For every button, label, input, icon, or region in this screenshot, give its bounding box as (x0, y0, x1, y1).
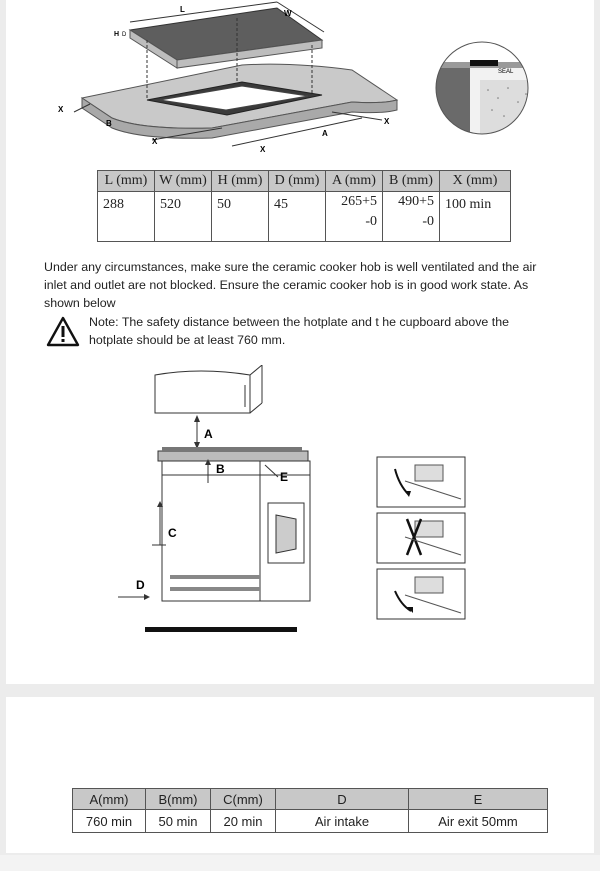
header-b: B (mm) (383, 171, 440, 192)
header-d: D (276, 789, 409, 810)
table-row (98, 192, 511, 242)
cell-b: 50 min (146, 810, 211, 833)
header-a: A (mm) (326, 171, 383, 192)
label-x-left: X (58, 105, 64, 114)
warning-icon (46, 316, 80, 348)
label-b: B (106, 119, 112, 128)
page-gap (0, 855, 600, 871)
ventilation-paragraph: Under any circumstances, make sure the ceramic cooker hob is well ventilated and the air inlet and outlet are not blocked. Ensure the ceramic cooker hob is in good work state. As shown below (44, 260, 537, 310)
installation-clearance-diagram (100, 365, 340, 640)
header-d: D (mm) (269, 171, 326, 192)
install-label-a: A (204, 427, 213, 441)
label-x-right: X (384, 117, 390, 126)
cell-d: 45 (269, 192, 326, 242)
vent-example-2 (377, 513, 465, 563)
cell-l: 288 (98, 192, 155, 242)
header-b: B(mm) (146, 789, 211, 810)
cell-h: 50 (212, 192, 269, 242)
label-l: L (180, 5, 185, 14)
cell-x: 100 min (440, 192, 511, 242)
vent-example-3 (377, 569, 465, 619)
table-header-row (98, 171, 511, 192)
cell-a: 265+5 -0 (326, 192, 383, 242)
safety-note: Note: The safety distance between the hotplate and t he cupboard above the hotplate should be at least 760 mm. (89, 315, 509, 347)
label-d: D (122, 32, 127, 38)
header-a: A(mm) (73, 789, 146, 810)
cell-a: 760 min (73, 810, 146, 833)
install-label-d: D (136, 578, 145, 592)
vent-example-1 (377, 457, 465, 507)
install-label-e: E (280, 470, 289, 484)
cell-w: 520 (155, 192, 212, 242)
cell-c: 20 min (211, 810, 276, 833)
table-row (73, 810, 548, 833)
install-label-c: C (168, 526, 177, 540)
clearance-header-row (73, 789, 548, 810)
header-w: W (mm) (155, 171, 212, 192)
label-x-bottom: X (260, 145, 266, 154)
cell-b: 490+5 -0 (383, 192, 440, 242)
cell-e: Air exit 50mm (409, 810, 548, 833)
header-l: L (mm) (98, 171, 155, 192)
clearance-table (72, 788, 548, 833)
label-h: H (114, 31, 120, 38)
header-h: H (mm) (212, 171, 269, 192)
seal-detail-diagram (428, 40, 536, 136)
hob-cutout-diagram (52, 0, 412, 160)
label-x-front: X (152, 137, 158, 146)
install-label-b: B (216, 462, 225, 476)
seal-label: SEAL (498, 69, 514, 75)
vent-examples-diagram (375, 455, 467, 625)
cell-d: Air intake (276, 810, 409, 833)
dimension-table (97, 170, 511, 242)
label-a: A (322, 129, 328, 138)
header-c: C(mm) (211, 789, 276, 810)
header-e: E (409, 789, 548, 810)
label-w: W (284, 9, 292, 18)
header-x: X (mm) (440, 171, 511, 192)
